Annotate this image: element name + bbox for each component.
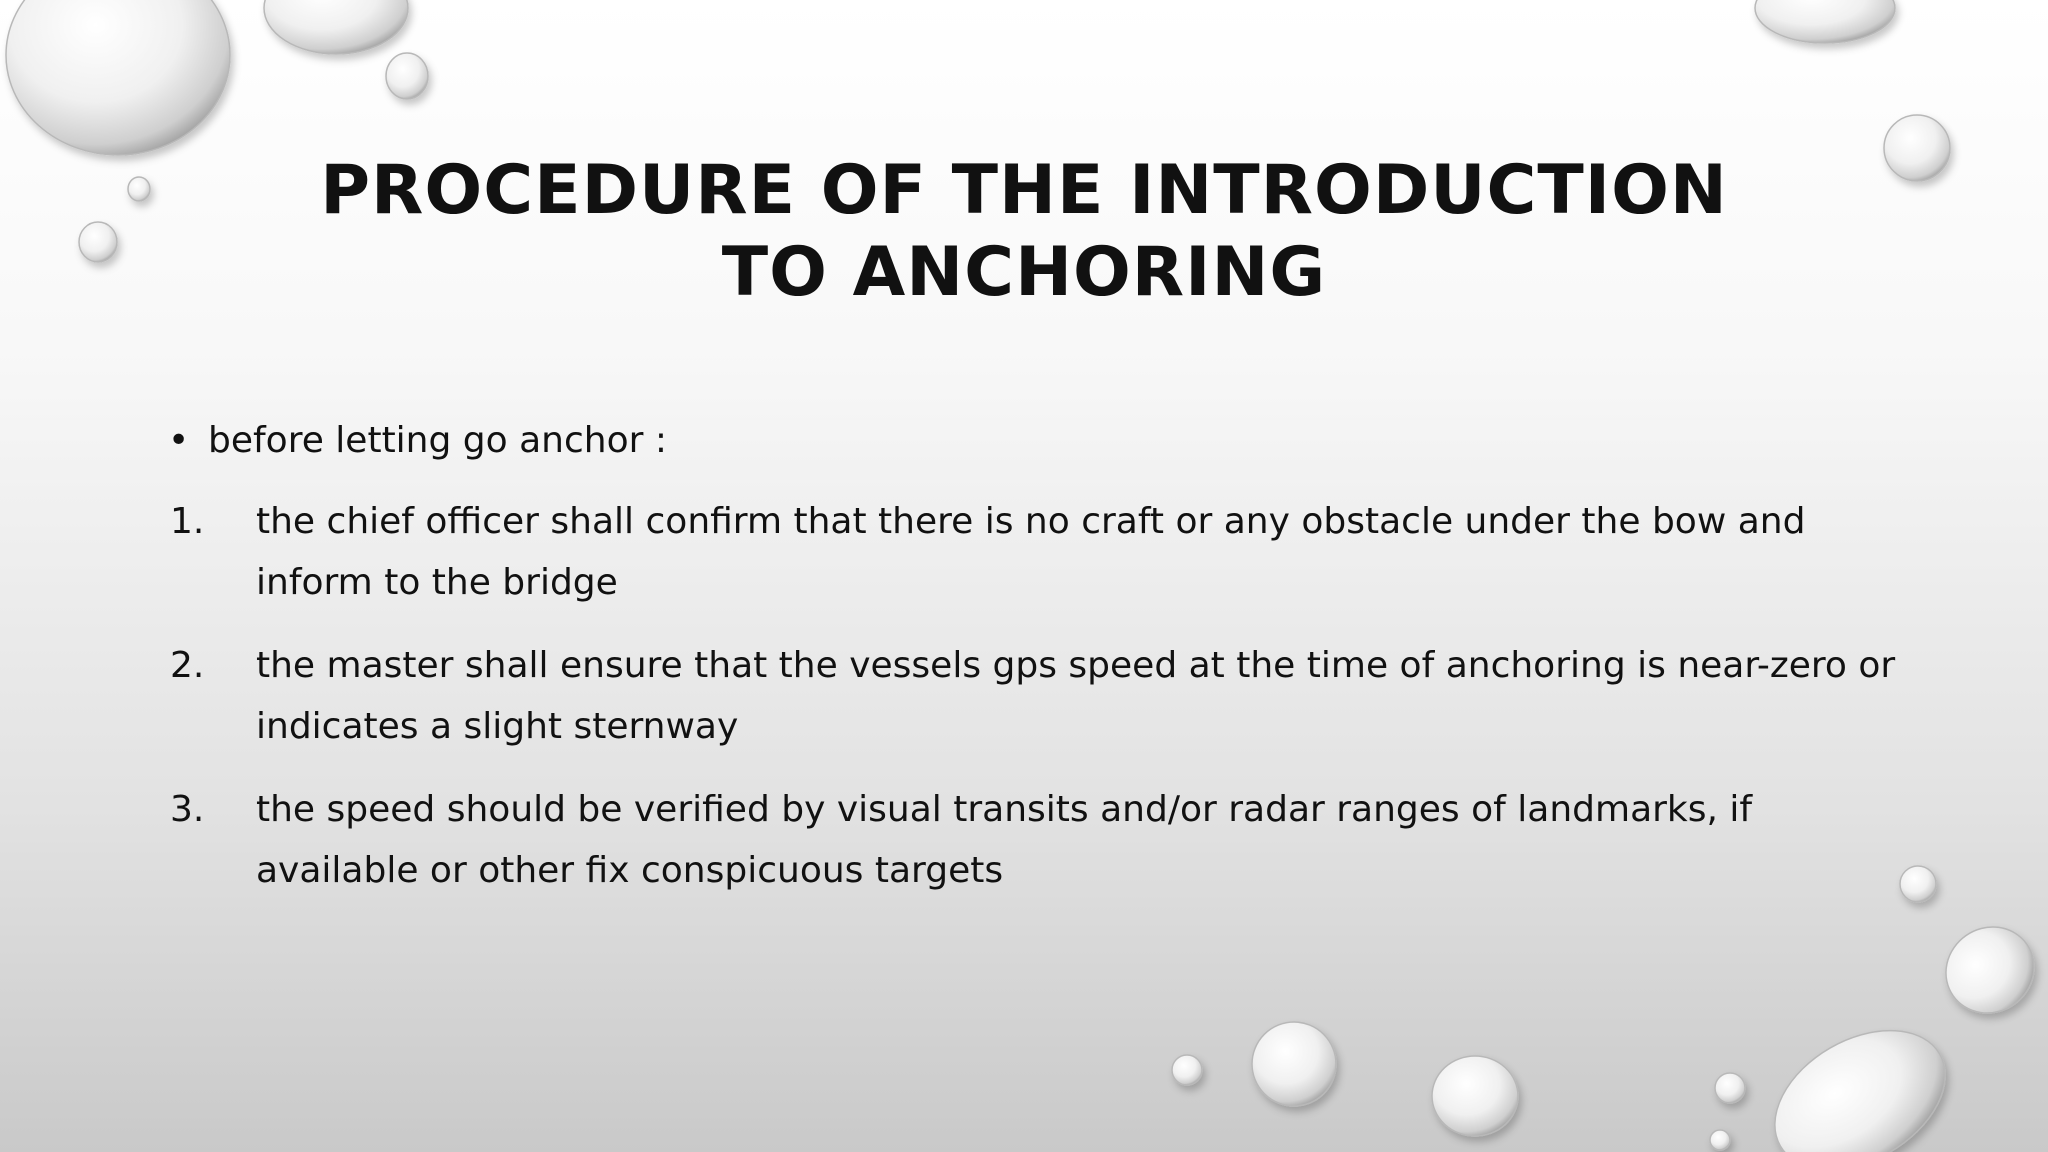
drop [79, 222, 117, 262]
bullet-marker: • [168, 420, 190, 461]
drop [264, 0, 408, 54]
drop [386, 53, 428, 99]
drop [1252, 1022, 1336, 1106]
drop [1710, 1130, 1730, 1150]
step-number: 3. [170, 789, 205, 830]
drop [1755, 0, 1895, 43]
drop [1172, 1055, 1202, 1085]
content-list [168, 410, 1908, 923]
step-text: the speed should be verified by visual transits and/or radar ranges of landmarks, if available or other fix conspicuous targets [256, 789, 1753, 891]
list-item [168, 779, 1908, 901]
drop [1884, 115, 1950, 181]
list-item [168, 635, 1908, 757]
drop [1432, 1056, 1518, 1136]
step-text: the master shall ensure that the vessels gps speed at the time of anchoring is near-zero or indicates a slight sternway [256, 645, 1896, 747]
step-number: 2. [170, 645, 205, 686]
list-item [168, 491, 1908, 613]
drop [128, 177, 150, 201]
drop [1750, 1002, 1969, 1152]
bullet-text: before letting go anchor : [208, 420, 667, 461]
drop [1929, 910, 2048, 1030]
drop [6, 0, 230, 155]
list-item [168, 410, 1908, 471]
page-title: PROCEDURE OF THE INTRODUCTION TO ANCHORING [320, 151, 1728, 312]
step-text: the chief officer shall confirm that there is no craft or any obstacle under the bow and inform to the bridge [256, 501, 1806, 603]
step-number: 1. [170, 501, 205, 542]
drop [1715, 1073, 1745, 1103]
